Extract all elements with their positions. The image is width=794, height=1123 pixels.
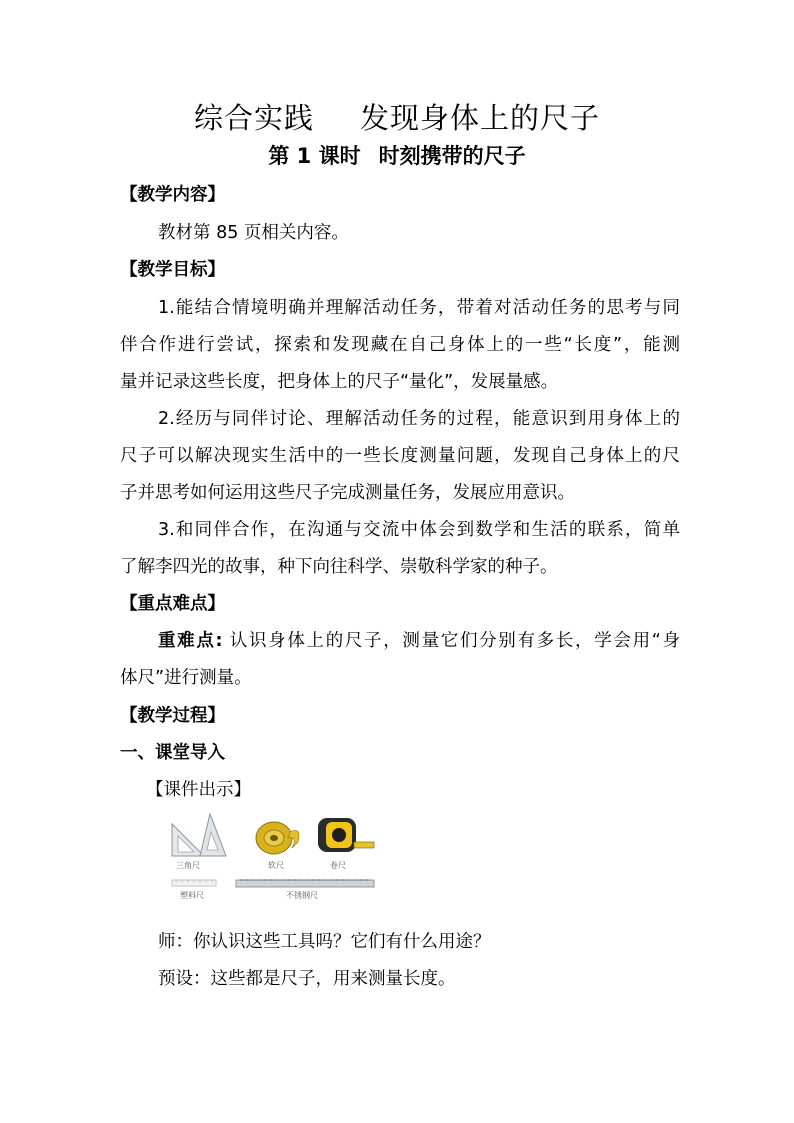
part-1-heading: 一、课堂导入 (120, 743, 225, 763)
plastic-ruler-icon (172, 880, 216, 886)
goal-2-line-3: 子并思考如何运用这些尺子完成测量任务，发展应用意识。 (120, 483, 575, 503)
courseware-label: 【课件出示】 (146, 780, 251, 800)
title-part-2: 发现身体上的尺子 (360, 101, 601, 135)
rulers-illustration (168, 808, 378, 900)
key-points-text: 认识身体上的尺子，测量它们分别有多长，学会用“身 (229, 631, 680, 651)
key-points-label: 重难点: (158, 631, 223, 651)
heading-content: 【教学内容】 (120, 185, 225, 205)
teacher-question: 师：你认识这些工具吗？它们有什么用途？ (158, 932, 491, 952)
label-soft: 软尺 (268, 861, 284, 870)
content-text: 教材第 85 页相关内容。 (158, 223, 349, 243)
lesson-subtitle (0, 140, 794, 172)
preset-answer: 预设：这些都是尺子，用来测量长度。 (158, 969, 456, 989)
goal-1-line-2: 伴合作进行尝试，探索和发现藏在自己身体上的一些“长度”，能测 (120, 335, 680, 355)
heading-process: 【教学过程】 (120, 706, 225, 726)
goal-1-line-1: 1.能结合情境明确并理解活动任务，带着对活动任务的思考与同 (158, 298, 680, 318)
goal-2-line-1: 2.经历与同伴讨论、理解活动任务的过程，能意识到用身体上的 (158, 409, 680, 429)
label-tape: 卷尺 (330, 861, 346, 870)
page-title (0, 98, 794, 138)
title-part-1: 综合实践 (193, 101, 314, 135)
goal-3-line-2: 了解李四光的故事，种下向往科学、崇敬科学家的种子。 (120, 557, 558, 577)
subtitle-part-1: 第 1 课时 (268, 144, 361, 168)
goal-2-line-2: 尺子可以解决现实生活中的一些长度测量问题，发现自己身体上的尺 (120, 446, 680, 466)
key-points-line-2: 体尺”进行测量。 (120, 668, 252, 688)
goal-3-line-1: 3.和同伴合作，在沟通与交流中体会到数学和生活的联系，简单 (158, 520, 680, 540)
goal-1-line-3: 量并记录这些长度，把身体上的尺子“量化”，发展量感。 (120, 372, 559, 392)
triangle-ruler-icon (172, 814, 226, 856)
label-plastic: 塑料尺 (180, 891, 204, 900)
subtitle-part-2: 时刻携带的尺子 (378, 144, 526, 168)
key-points-line-1 (158, 627, 680, 655)
label-triangle: 三角尺 (176, 861, 200, 870)
steel-ruler-icon (236, 880, 374, 887)
label-steel: 不锈钢尺 (286, 891, 318, 900)
heading-goals: 【教学目标】 (120, 260, 225, 280)
tape-measure-icon (318, 818, 374, 852)
soft-ruler-icon (256, 822, 299, 854)
heading-key-points: 【重点难点】 (120, 594, 225, 614)
